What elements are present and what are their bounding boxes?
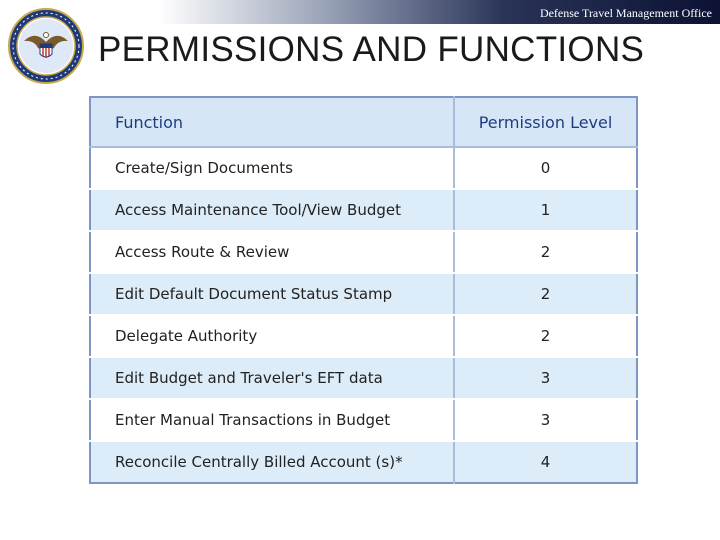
- function-cell: Delegate Authority: [90, 315, 454, 357]
- level-cell: 1: [454, 189, 637, 231]
- function-cell: Edit Budget and Traveler's EFT data: [90, 357, 454, 399]
- function-cell: Create/Sign Documents: [90, 147, 454, 189]
- level-cell: 2: [454, 231, 637, 273]
- table-row: [90, 399, 637, 441]
- table-row: [90, 147, 637, 189]
- level-cell: 3: [454, 357, 637, 399]
- table-row: [90, 441, 637, 483]
- permissions-table: [89, 96, 638, 484]
- function-cell: Reconcile Centrally Billed Account (s)*: [90, 441, 454, 483]
- function-cell: Access Route & Review: [90, 231, 454, 273]
- level-cell: 4: [454, 441, 637, 483]
- table-row: [90, 273, 637, 315]
- level-cell: 3: [454, 399, 637, 441]
- level-cell: 0: [454, 147, 637, 189]
- table-row: [90, 315, 637, 357]
- function-cell: Edit Default Document Status Stamp: [90, 273, 454, 315]
- table-row: [90, 189, 637, 231]
- column-header-function: Function: [90, 97, 454, 147]
- table-row: [90, 231, 637, 273]
- column-header-permission-level: Permission Level: [454, 97, 637, 147]
- function-cell: Access Maintenance Tool/View Budget: [90, 189, 454, 231]
- table-header-row: [90, 97, 637, 147]
- office-label: Defense Travel Management Office: [539, 6, 712, 20]
- level-cell: 2: [454, 315, 637, 357]
- dod-seal-icon: [8, 8, 84, 84]
- level-cell: 2: [454, 273, 637, 315]
- function-cell: Enter Manual Transactions in Budget: [90, 399, 454, 441]
- table-row: [90, 357, 637, 399]
- page-title: PERMISSIONS AND FUNCTIONS: [98, 30, 645, 69]
